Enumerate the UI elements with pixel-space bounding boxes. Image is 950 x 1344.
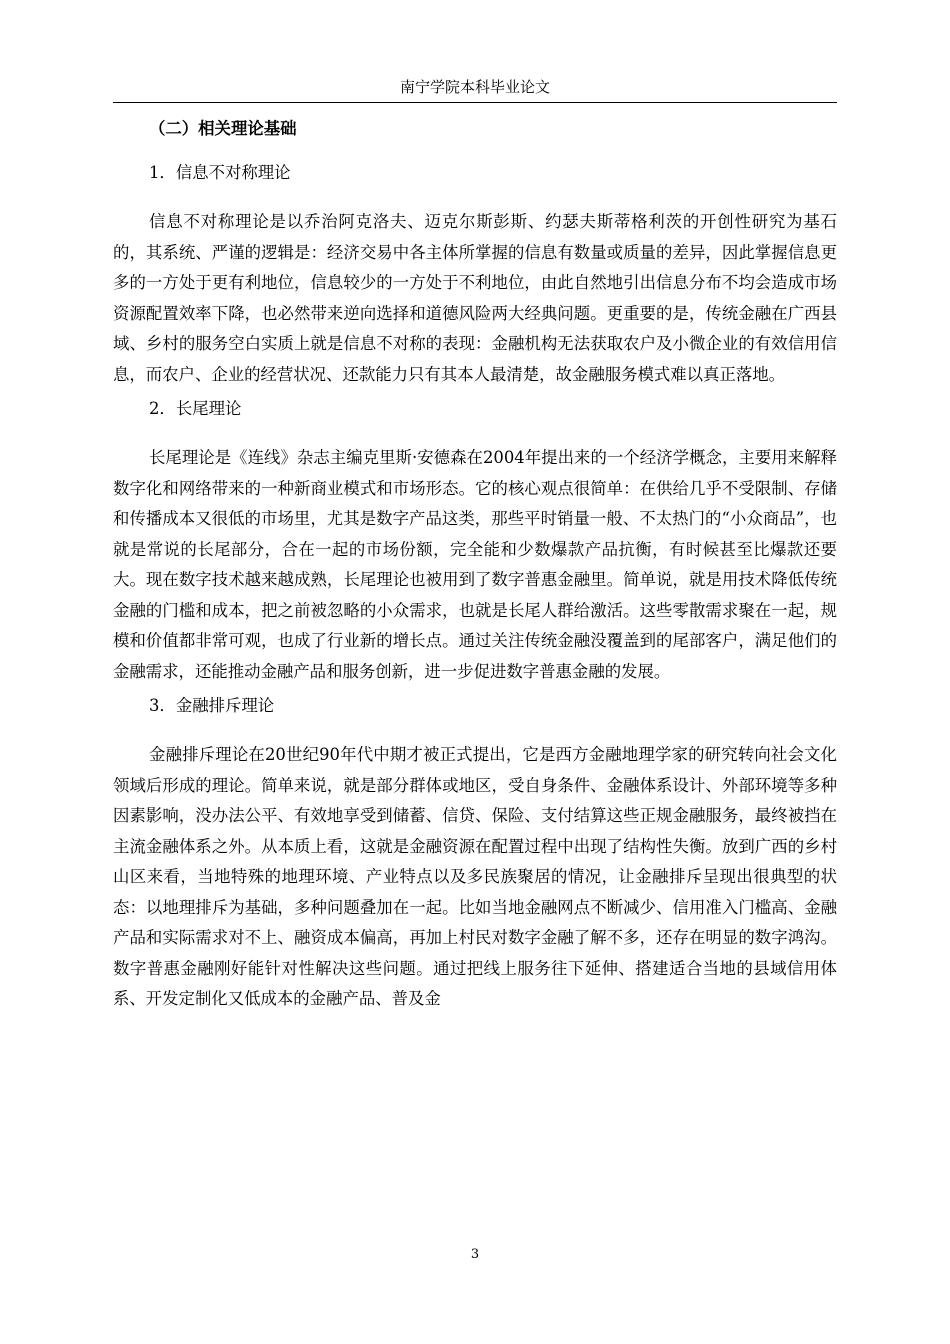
section-heading: （二）相关理论基础 xyxy=(149,119,297,138)
paragraph-long-tail: 长尾理论是《连线》杂志主编克里斯·安德森在2004年提出来的一个经济学概念，主要用来解释数字化和网络带来的一种新商业模式和市场形态。它的核心观点很简单：在供给几乎不受限制、存储和传播成本又很低的市场里，尤其是数字产品这类，那些平时销量一般、不太热门的“小众商品”，也就是常说的长尾部分，合在一起的市场份额，完全能和少数爆款产品抗衡，有时候甚至比爆款还要大。现在数字技术越来越成熟，长尾理论也被用到了数字普惠金融里。简单说，就是用技术降低传统金融的门槛和成本，把之前被忽略的小众需求，也就是长尾人群给激活。这些零散需求聚在一起，规模和价值都非常可观，也成了行业新的增长点。通过关注传统金融没覆盖到的尾部客户，满足他们的金融需求，还能推动金融产品和服务创新，进一步促进数字普惠金融的发展。 xyxy=(113,448,837,681)
subsection-heading-financial-exclusion: 3．金融排斥理论 xyxy=(149,696,275,715)
paragraph-financial-exclusion: 金融排斥理论在20世纪90年代中期才被正式提出，它是西方金融地理学家的研究转向社会文化领域后形成的理论。简单来说，就是部分群体或地区，受自身条件、金融体系设计、外部环境等多种因素影响，没办法公平、有效地享受到储蓄、信贷、保险、支付结算这些正规金融服务，最终被挡在主流金融体系之外。从本质上看，这就是金融资源在配置过程中出现了结构性失衡。放到广西的乡村山区来看，当地特殊的地理环境、产业特点以及多民族聚居的情况，让金融排斥呈现出很典型的状态：以地理排斥为基础，多种问题叠加在一起。比如当地金融网点不断减少、信用准入门槛高、金融产品和实际需求对不上、融资成本偏高，再加上村民对数字金融了解不多，还存在明显的数字鸿沟。数字普惠金融刚好能针对性解决这些问题。通过把线上服务往下延伸、搭建适合当地的县域信用体系、开发定制化又低成本的金融产品、普及金 xyxy=(113,745,837,1008)
header-title: 南宁学院本科毕业论文 xyxy=(399,78,550,96)
subsection-heading-information-asymmetry: 1．信息不对称理论 xyxy=(149,163,291,182)
page-number: 3 xyxy=(470,1247,480,1262)
subsection-heading-long-tail: 2．长尾理论 xyxy=(149,399,242,418)
document-body xyxy=(113,116,837,1021)
paragraph-information-asymmetry: 信息不对称理论是以乔治阿克洛夫、迈克尔斯彭斯、约瑟夫斯蒂格利茨的开创性研究为基石的，其系统、严谨的逻辑是：经济交易中各主体所掌握的信息有数量或质量的差异，因此掌握信息更多的一方处于更有利地位，信息较少的一方处于不利地位，由此自然地引出信息分布不均会造成市场资源配置效率下降，也必然带来逆向选择和道德风险两大经典问题。更重要的是，传统金融在广西县域、乡村的服务空白实质上就是信息不对称的表现：金融机构无法获取农户及小微企业的有效信用信息，而农户、企业的经营状况、还款能力只有其本人最清楚，故金融服务模式难以真正落地。 xyxy=(113,212,837,384)
page-header xyxy=(113,76,837,103)
